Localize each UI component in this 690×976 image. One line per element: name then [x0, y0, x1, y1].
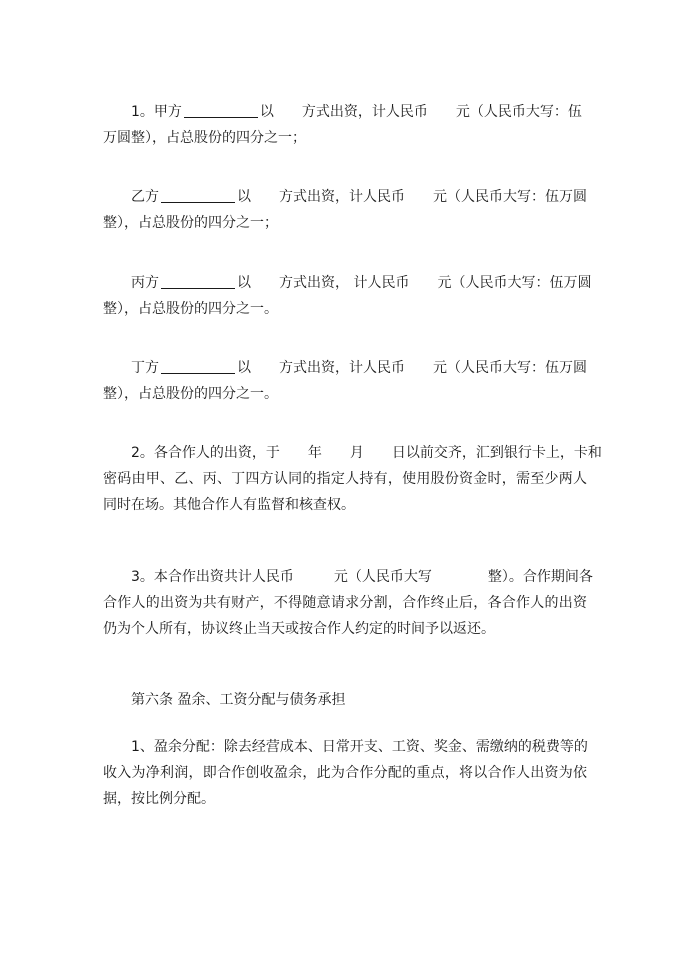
clause-line: 仍为个人所有，协议终止当天或按合作人约定的时间予以返还。 [103, 621, 495, 637]
text-segment: 月 [349, 445, 364, 461]
clause-party-b [103, 184, 587, 236]
clause-party-c [103, 270, 592, 322]
text-segment: 方式出资，计人民币 [279, 360, 405, 376]
clause-line [103, 440, 602, 466]
text-segment: 整）。合作期间各 [487, 569, 593, 585]
party-label: 乙方 [131, 189, 159, 205]
article-heading [103, 687, 587, 713]
fill-blank [161, 274, 235, 289]
clause-line [103, 184, 587, 210]
clause-line: 同时在场。其他合作人有监督和核查权。 [103, 497, 355, 513]
text-segment: 方式出资，计人民币 [301, 104, 428, 120]
clause-line: 密码由甲、乙、丙、丁四方认同的指定人持有，使用股份资金时，需至少两人 [103, 471, 587, 487]
clause-contribution-deadline [103, 440, 602, 518]
text-segment: 元（人民币大写：伍万圆 [437, 275, 592, 291]
clause-profit-distribution [103, 734, 587, 812]
clause-line: 1、盈余分配：除去经营成本、日常开支、工资、奖金、需缴纳的税费等的 [131, 739, 588, 755]
clause-party-a [103, 99, 587, 151]
clause-line: 据，按比例分配。 [103, 791, 215, 807]
text-segment: 元（人民币大写 [333, 569, 432, 585]
text-segment: 3。本合作出资共计人民币 [131, 569, 294, 585]
fill-blank [161, 359, 235, 374]
text-segment: 以 [237, 275, 251, 291]
clause-line: 整），占总股份的四分之一。 [103, 386, 278, 402]
clause-total-contribution [103, 564, 593, 642]
clause-line [103, 270, 592, 296]
party-label: 1。甲方 [131, 104, 182, 120]
text-segment: 方式出资， 计人民币 [279, 275, 410, 291]
text-segment: 以 [259, 104, 274, 120]
party-label: 丙方 [131, 275, 159, 291]
clause-line: 整），占总股份的四分之一； [103, 215, 278, 231]
text-segment: 以 [237, 360, 251, 376]
fill-blank [184, 103, 258, 118]
text-segment: 元（人民币大写：伍 [455, 104, 582, 120]
clause-line: 合作人的出资为共有财产，不得随意请求分割，合作终止后，各合作人的出资 [103, 595, 587, 611]
clause-line: 收入为净利润，即合作创收盈余，此为合作分配的重点，将以合作人出资为依 [103, 765, 587, 781]
fill-blank [161, 188, 235, 203]
text-segment: 方式出资，计人民币 [279, 189, 405, 205]
clause-line: 整），占总股份的四分之一。 [103, 301, 278, 317]
party-label: 丁方 [131, 360, 159, 376]
article-title: 第六条 盈余、工资分配与债务承担 [131, 692, 346, 708]
text-segment: 以 [237, 189, 251, 205]
text-segment: 2。各合作人的出资，于 [131, 445, 280, 461]
text-segment: 日以前交齐，汇到银行卡上，卡和 [391, 445, 602, 461]
clause-line [103, 564, 593, 590]
clause-party-d [103, 355, 587, 407]
clause-line: 万圆整），占总股份的四分之一； [103, 130, 306, 146]
text-segment: 元（人民币大写：伍万圆 [433, 360, 587, 376]
clause-line [103, 355, 587, 381]
text-segment: 元（人民币大写：伍万圆 [433, 189, 587, 205]
clause-line [103, 99, 587, 125]
text-segment: 年 [307, 445, 322, 461]
